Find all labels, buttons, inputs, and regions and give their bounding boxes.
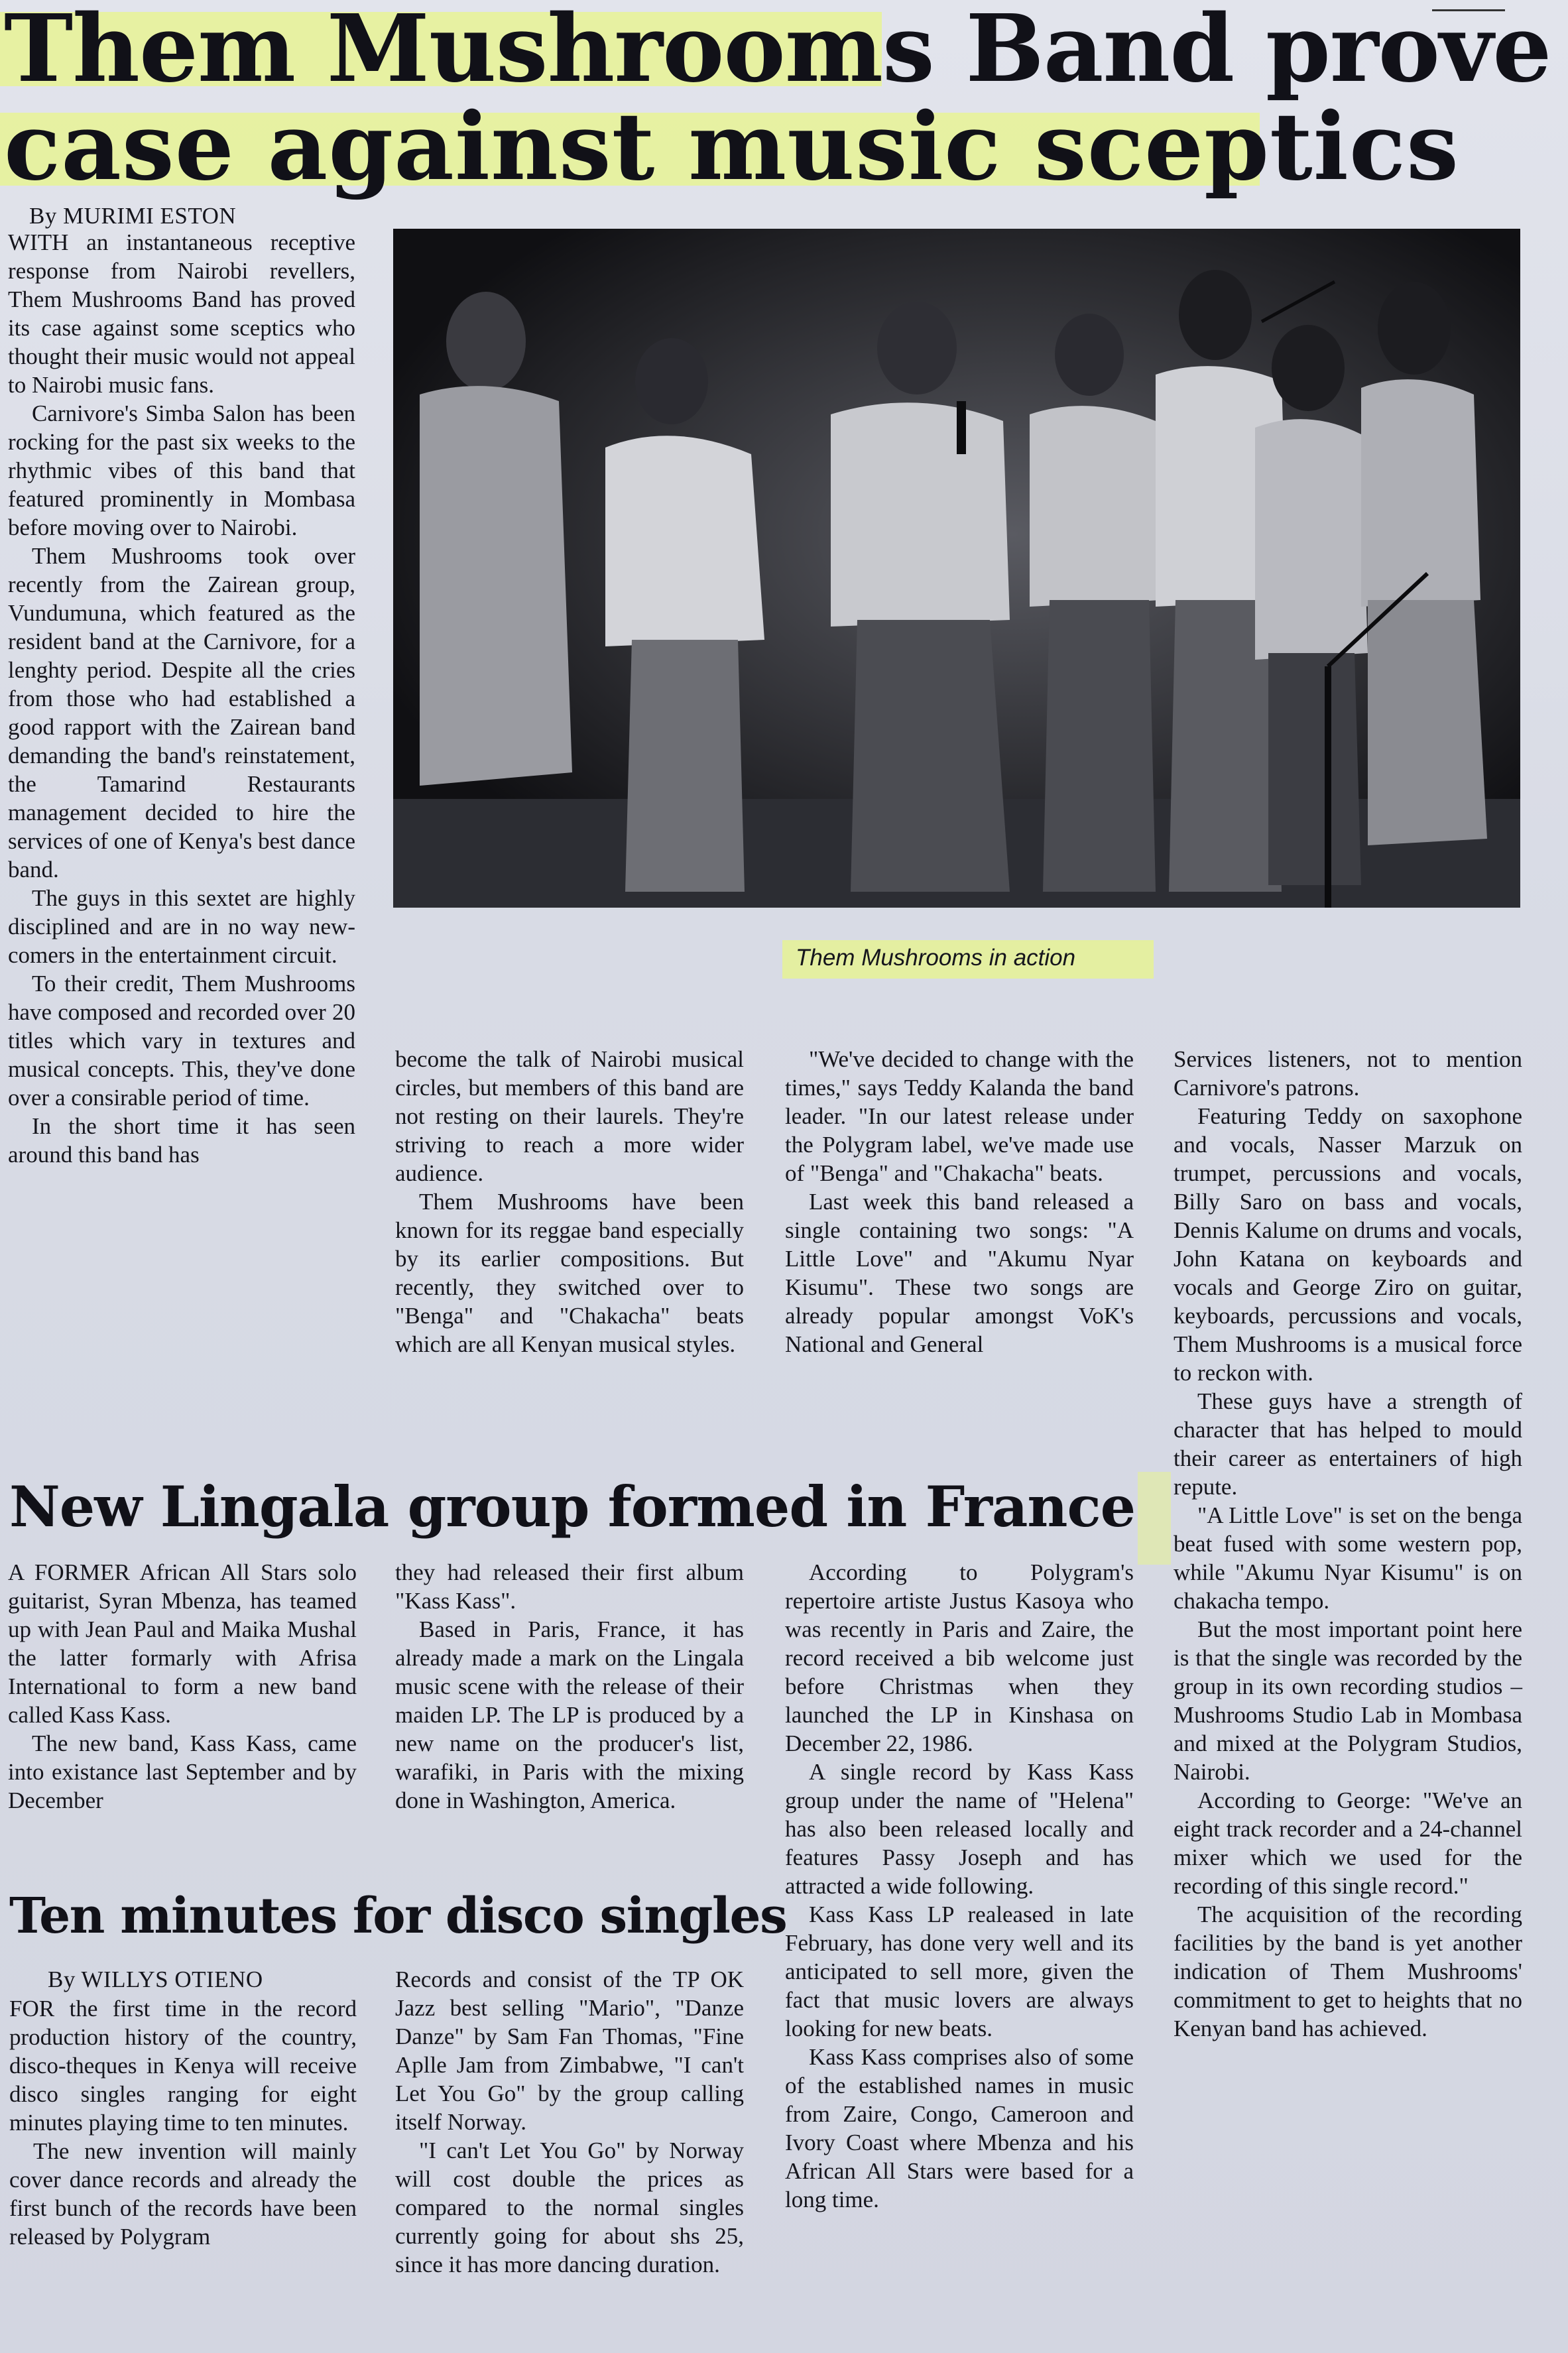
article1-headline xyxy=(4,0,1551,202)
article3-paragraph: The new invention will mainly cover dance records and already the first bunch of the records have been released by Polygram xyxy=(9,2138,357,2250)
band-photo-illustration xyxy=(393,229,1520,908)
article1-paragraph: Them Mushrooms took over recently from the Zairean group, Vundumuna, which featured as the resident band at the Carnivore, for a lenghty period. Despite all the cries from those who had established a good rapport with the Zairean band demanding the band's reinstatement, the Tamarind Restaurants management decided to hire the services of one of Kenya's best dance band. xyxy=(8,543,355,882)
article2-paragraph: According to Polygram's repertoire artiste Justus Kasoya who was recently in Paris and Zaire, the record received a bib welcome just before Christmas when they launched the LP in Kinshasa on December 22, 1986. xyxy=(785,1559,1134,1756)
article1-paragraph: The guys in this sextet are highly disciplined and are in no way new-comers in the entertainment circuit. xyxy=(8,885,355,968)
article3-headline: Ten minutes for disco singles xyxy=(9,1888,787,1945)
article3-column-1 xyxy=(9,1994,357,2352)
band-photo xyxy=(393,229,1520,908)
article2-column-1 xyxy=(8,1558,357,1883)
article1-paragraph: Carnivore's Simba Salon has been rocking for the past six weeks to the rhythmic vibes of this band that featured prominently in Mombasa before moving over to Nairobi. xyxy=(8,400,355,540)
article1-column-1 xyxy=(8,228,355,1468)
article2-paragraph: The new band, Kass Kass, came into existance last September and by December xyxy=(8,1730,357,1813)
article3-paragraph: Records and consist of the TP OK Jazz best selling "Mario", "Danze Danze" by Sam Fan Thomas, "Fine Aplle Jam from Zimbabwe, "I can't Let You Go" by the group calling itself Norway. xyxy=(395,1966,744,2135)
article1-paragraph: Featuring Teddy on saxophone and vocals, Nasser Marzuk on trumpet, percussions and vocals, Billy Saro on bass and vocals, Dennis Kalume on drums and vocals, John Katana on keyboards and vocals and George Ziro on guitar, keyboards, percussions and vocals, Them Mushrooms is a musical force to reckon with. xyxy=(1174,1103,1522,1386)
article1-paragraph: Last week this band released a single containing two songs: "A Little Love" and "Akumu Nyar Kisumu". These two songs are already popular amongst VoK's National and General xyxy=(785,1189,1134,1357)
article1-headline-line1: Them Mushrooms Band prove xyxy=(4,0,1551,103)
article1-paragraph: "A Little Love" is set on the benga beat fused with some western pop, while "Akumu Nyar Kisumu" is on chakacha tempo. xyxy=(1174,1502,1522,1614)
article2-paragraph: A FORMER African All Stars solo guitarist, Syran Mbenza, has teamed up with Jean Paul and Maika Mushal the latter formarly with Afrisa International to form a new band called Kass Kass. xyxy=(8,1559,357,1728)
article1-paragraph: WITH an instantaneous receptive response from Nairobi revellers, Them Mushrooms Band has proved its case against some sceptics who thought their music would not appeal to Nairobi music fans. xyxy=(8,229,355,398)
article1-column-3 xyxy=(785,1045,1134,1463)
article1-byline: By MURIMI ESTON xyxy=(29,203,237,229)
article3-paragraph: "I can't Let You Go" by Norway will cost double the prices as compared to the normal singles currently going for about shs 25, since it has more dancing duration. xyxy=(395,2138,744,2277)
article2-paragraph: Based in Paris, France, it has already made a mark on the Lingala music scene with the release of their maiden LP. The LP is produced by a new name on the producer's list, warafiki, in Paris with the mixing done in Washington, America. xyxy=(395,1616,744,1813)
photo-caption: Them Mushrooms in action xyxy=(796,945,1076,971)
article1-paragraph: These guys have a strength of character that has helped to mould their career as entertainers of high repute. xyxy=(1174,1388,1522,1500)
article1-paragraph: Them Mushrooms have been known for its reggae band especially by its earlier compositions. But recently, they switched over to "Benga" and "Chakacha" beats which are all Kenyan musical styles. xyxy=(395,1189,744,1357)
article2-column-2 xyxy=(395,1558,744,1883)
article3-byline: By WILLYS OTIENO xyxy=(48,1966,263,1992)
article2-column-3 xyxy=(785,1558,1134,2347)
article1-paragraph: become the talk of Nairobi musical circles, but members of this band are not resting on their laurels. They're striving to reach a more wider audience. xyxy=(395,1046,744,1186)
article3-column-2 xyxy=(395,1965,744,2352)
article1-headline-line2: case against music sceptics xyxy=(4,93,1459,202)
article2-paragraph: Kass Kass LP realeased in late February, has done very well and its anticipated to sell more, given the fact that music lovers are always looking for new beats. xyxy=(785,1901,1134,2041)
article3-paragraph: FOR the first time in the record production history of the country, disco-theques in Kenya will receive disco singles ranging for eight minutes playing time to ten minutes. xyxy=(9,1996,357,2136)
article1-paragraph: According to George: "We've an eight track recorder and a 24-channel mixer which we used for the recording of this single record." xyxy=(1174,1787,1522,1899)
highlight-mark xyxy=(1138,1472,1171,1565)
article2-paragraph: Kass Kass comprises also of some of the established names in music from Zaire, Congo, Cameroon and Ivory Coast where Mbenza and his African All Stars were based for a long time. xyxy=(785,2044,1134,2212)
article1-paragraph: Services listeners, not to mention Carnivore's patrons. xyxy=(1174,1046,1522,1101)
article1-paragraph: But the most important point here is that the single was recorded by the group in its own recording studios – Mushrooms Studio Lab in Mombasa and mixed at the Polygram Studios, Nairobi. xyxy=(1174,1616,1522,1785)
article1-paragraph: The acquisition of the recording facilities by the band is yet another indication of Them Mushrooms' commitment to get to heights that no Kenyan band has achieved. xyxy=(1174,1901,1522,2041)
article1-column-2 xyxy=(395,1045,744,1463)
article1-paragraph: In the short time it has seen around this band has xyxy=(8,1113,355,1168)
article1-paragraph: "We've decided to change with the times," says Teddy Kalanda the band leader. "In our latest release under the Polygram label, we've made use of "Benga" and "Chakacha" beats. xyxy=(785,1046,1134,1186)
article2-paragraph: A single record by Kass Kass group under the name of "Helena" has also been released locally and features Passy Joseph and has attracted a wide following. xyxy=(785,1759,1134,1899)
article2-paragraph: they had released their first album "Kass Kass". xyxy=(395,1559,744,1614)
article1-column-4 xyxy=(1174,1045,1522,2351)
article2-headline: New Lingala group formed in France xyxy=(9,1474,1136,1539)
article1-paragraph: To their credit, Them Mushrooms have composed and recorded over 20 titles which vary in textures and musical concepts. This, they've done over a consirable period of time. xyxy=(8,971,355,1111)
